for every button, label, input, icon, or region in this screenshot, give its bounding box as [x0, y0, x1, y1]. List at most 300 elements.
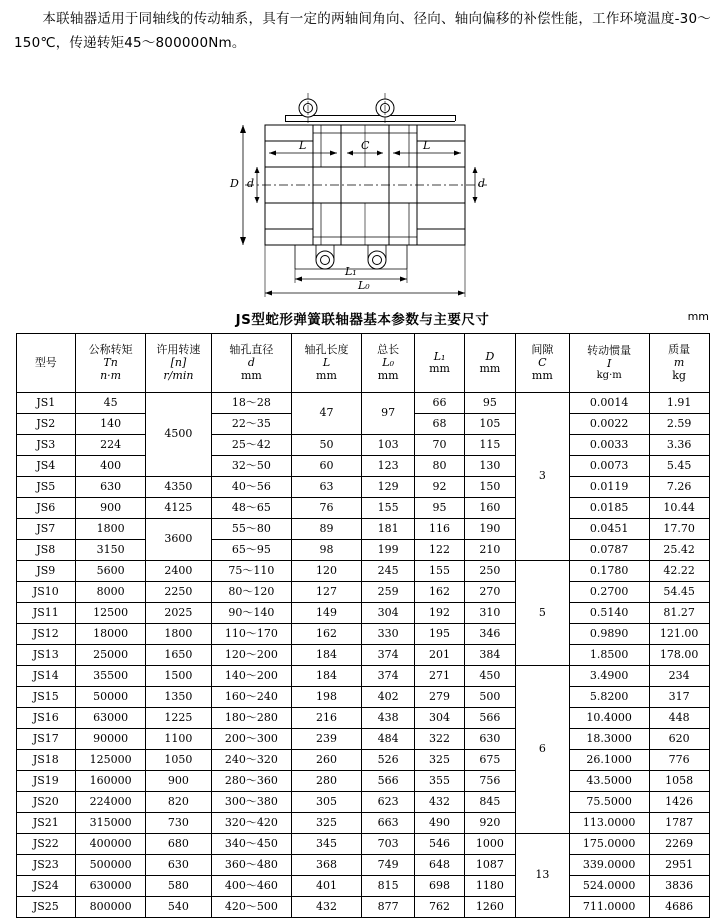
cell-D: 450	[464, 666, 515, 687]
cell-I: 113.0000	[569, 813, 649, 834]
cell-d: 340～450	[211, 834, 291, 855]
cell-model: JS17	[16, 729, 76, 750]
cell-n: 730	[146, 813, 212, 834]
cell-n: 580	[146, 876, 212, 897]
cell-L0: 259	[361, 582, 414, 603]
col-header-D: D mm	[464, 334, 515, 393]
cell-d: 420～500	[211, 897, 291, 918]
cell-m: 7.26	[649, 477, 709, 498]
table-title: JS型蛇形弹簧联轴器基本参数与主要尺寸	[235, 312, 490, 329]
cell-d: 32～50	[211, 456, 291, 477]
cell-n: 540	[146, 897, 212, 918]
cell-L1: 304	[415, 708, 464, 729]
cell-model: JS1	[16, 393, 76, 414]
cell-I: 0.9890	[569, 624, 649, 645]
cell-D: 845	[464, 792, 515, 813]
cell-m: 2951	[649, 855, 709, 876]
cell-C: 5	[516, 561, 569, 666]
cell-L0: 123	[361, 456, 414, 477]
cell-m: 17.70	[649, 519, 709, 540]
cell-I: 1.8500	[569, 645, 649, 666]
cell-L0: 526	[361, 750, 414, 771]
table-row	[16, 645, 709, 666]
cell-L0: 623	[361, 792, 414, 813]
cell-L: 76	[292, 498, 362, 519]
cell-I: 0.0119	[569, 477, 649, 498]
cell-L0: 374	[361, 666, 414, 687]
cell-model: JS16	[16, 708, 76, 729]
cell-I: 0.0033	[569, 435, 649, 456]
cell-D: 310	[464, 603, 515, 624]
cell-L: 325	[292, 813, 362, 834]
cell-tn: 160000	[76, 771, 146, 792]
table-row	[16, 813, 709, 834]
cell-I: 18.3000	[569, 729, 649, 750]
cell-model: JS8	[16, 540, 76, 561]
cell-L1: 92	[415, 477, 464, 498]
cell-L1: 155	[415, 561, 464, 582]
cell-L1: 162	[415, 582, 464, 603]
table-row	[16, 498, 709, 519]
cell-n: 2400	[146, 561, 212, 582]
cell-tn: 315000	[76, 813, 146, 834]
cell-n: 1050	[146, 750, 212, 771]
cell-d: 55～80	[211, 519, 291, 540]
cell-L1: 68	[415, 414, 464, 435]
table-row	[16, 897, 709, 918]
cell-m: 3.36	[649, 435, 709, 456]
cell-L1: 279	[415, 687, 464, 708]
dimension-label-d-left: d	[247, 177, 255, 191]
cell-I: 0.1780	[569, 561, 649, 582]
cell-L1: 195	[415, 624, 464, 645]
cell-I: 524.0000	[569, 876, 649, 897]
cell-m: 42.22	[649, 561, 709, 582]
cell-D: 150	[464, 477, 515, 498]
cell-d: 300～380	[211, 792, 291, 813]
cell-model: JS22	[16, 834, 76, 855]
cell-m: 54.45	[649, 582, 709, 603]
cell-L0: 245	[361, 561, 414, 582]
cell-model: JS20	[16, 792, 76, 813]
cell-L0: 374	[361, 645, 414, 666]
cell-m: 234	[649, 666, 709, 687]
table-row	[16, 666, 709, 687]
table-row	[16, 456, 709, 477]
dimension-label-D: D	[230, 177, 239, 191]
cell-L0: 703	[361, 834, 414, 855]
cell-d: 110～170	[211, 624, 291, 645]
cell-L: 89	[292, 519, 362, 540]
cell-L: 368	[292, 855, 362, 876]
cell-L: 239	[292, 729, 362, 750]
cell-m: 121.00	[649, 624, 709, 645]
cell-D: 270	[464, 582, 515, 603]
cell-m: 1058	[649, 771, 709, 792]
cell-D: 384	[464, 645, 515, 666]
table-header-row	[16, 334, 709, 393]
cell-C: 3	[516, 393, 569, 561]
cell-tn: 5600	[76, 561, 146, 582]
cell-L0: 129	[361, 477, 414, 498]
cell-L: 345	[292, 834, 362, 855]
cell-L1: 116	[415, 519, 464, 540]
cell-I: 175.0000	[569, 834, 649, 855]
cell-L: 60	[292, 456, 362, 477]
cell-L: 184	[292, 666, 362, 687]
cell-n: 630	[146, 855, 212, 876]
cell-L1: 95	[415, 498, 464, 519]
cell-n: 1650	[146, 645, 212, 666]
cell-model: JS11	[16, 603, 76, 624]
dimension-label-d-right: d	[478, 177, 486, 191]
cell-L0: 330	[361, 624, 414, 645]
cell-D: 130	[464, 456, 515, 477]
cell-tn: 500000	[76, 855, 146, 876]
cell-model: JS6	[16, 498, 76, 519]
table-row	[16, 519, 709, 540]
table-row	[16, 792, 709, 813]
col-header-bore-length: 轴孔长度 L mm	[292, 334, 362, 393]
cell-tn: 35500	[76, 666, 146, 687]
cell-I: 0.5140	[569, 603, 649, 624]
cell-m: 1787	[649, 813, 709, 834]
cell-model: JS23	[16, 855, 76, 876]
cell-D: 1180	[464, 876, 515, 897]
col-header-bore-diameter: 轴孔直径 d mm	[211, 334, 291, 393]
cell-D: 115	[464, 435, 515, 456]
cell-tn: 400000	[76, 834, 146, 855]
cell-I: 0.0022	[569, 414, 649, 435]
cell-m: 2269	[649, 834, 709, 855]
col-header-model: 型号	[16, 334, 76, 393]
cell-I: 0.0073	[569, 456, 649, 477]
cell-d: 48～65	[211, 498, 291, 519]
cell-n: 4500	[146, 393, 212, 477]
cell-L: 47	[292, 393, 362, 435]
cell-model: JS4	[16, 456, 76, 477]
cell-C: 6	[516, 666, 569, 834]
cell-model: JS13	[16, 645, 76, 666]
cell-m: 4686	[649, 897, 709, 918]
cell-D: 210	[464, 540, 515, 561]
cell-tn: 3150	[76, 540, 146, 561]
cell-I: 339.0000	[569, 855, 649, 876]
table-row	[16, 729, 709, 750]
cell-tn: 12500	[76, 603, 146, 624]
cell-L1: 201	[415, 645, 464, 666]
cell-L1: 271	[415, 666, 464, 687]
cell-D: 190	[464, 519, 515, 540]
cell-L0: 484	[361, 729, 414, 750]
cell-D: 1087	[464, 855, 515, 876]
cell-n: 1350	[146, 687, 212, 708]
cell-L0: 877	[361, 897, 414, 918]
cell-D: 500	[464, 687, 515, 708]
cell-model: JS21	[16, 813, 76, 834]
cell-L1: 66	[415, 393, 464, 414]
table-row	[16, 708, 709, 729]
cell-n: 4350	[146, 477, 212, 498]
drawing-vector-layer	[225, 63, 515, 303]
cell-I: 26.1000	[569, 750, 649, 771]
cell-L0: 103	[361, 435, 414, 456]
cell-L1: 355	[415, 771, 464, 792]
cell-I: 711.0000	[569, 897, 649, 918]
col-header-clearance: 间隙 C mm	[516, 334, 569, 393]
cell-n: 2250	[146, 582, 212, 603]
cell-n: 1225	[146, 708, 212, 729]
cell-n: 3600	[146, 519, 212, 561]
cell-d: 280～360	[211, 771, 291, 792]
cell-D: 95	[464, 393, 515, 414]
cell-model: JS18	[16, 750, 76, 771]
intro-paragraph	[0, 0, 725, 55]
cell-L0: 155	[361, 498, 414, 519]
cell-I: 0.2700	[569, 582, 649, 603]
cell-I: 0.0787	[569, 540, 649, 561]
cell-I: 0.0185	[569, 498, 649, 519]
cell-tn: 18000	[76, 624, 146, 645]
cell-n: 4125	[146, 498, 212, 519]
col-header-mass: 质量 m kg	[649, 334, 709, 393]
cell-model: JS9	[16, 561, 76, 582]
cell-L1: 122	[415, 540, 464, 561]
cell-L: 216	[292, 708, 362, 729]
cell-m: 81.27	[649, 603, 709, 624]
table-row	[16, 540, 709, 561]
cell-L: 127	[292, 582, 362, 603]
cell-L: 63	[292, 477, 362, 498]
col-header-moment-of-inertia: 转动惯量 I kg·m	[569, 334, 649, 393]
cell-model: JS15	[16, 687, 76, 708]
cell-model: JS19	[16, 771, 76, 792]
cell-model: JS12	[16, 624, 76, 645]
cell-tn: 224	[76, 435, 146, 456]
cell-d: 18～28	[211, 393, 291, 414]
cell-m: 5.45	[649, 456, 709, 477]
cell-model: JS7	[16, 519, 76, 540]
col-header-nominal-torque: 公称转矩 Tn n·m	[76, 334, 146, 393]
cell-L: 184	[292, 645, 362, 666]
cell-tn: 125000	[76, 750, 146, 771]
cell-D: 250	[464, 561, 515, 582]
cell-tn: 45	[76, 393, 146, 414]
cell-L0: 181	[361, 519, 414, 540]
cell-L0: 402	[361, 687, 414, 708]
table-row	[16, 855, 709, 876]
dimension-label-L-left: L	[299, 139, 307, 153]
cell-tn: 1800	[76, 519, 146, 540]
cell-d: 360～480	[211, 855, 291, 876]
cell-n: 2025	[146, 603, 212, 624]
cell-L: 280	[292, 771, 362, 792]
cell-I: 0.0451	[569, 519, 649, 540]
cell-tn: 900	[76, 498, 146, 519]
cell-d: 120～200	[211, 645, 291, 666]
cell-L1: 762	[415, 897, 464, 918]
cell-I: 0.0014	[569, 393, 649, 414]
cell-L: 305	[292, 792, 362, 813]
cell-L: 120	[292, 561, 362, 582]
cell-L0: 199	[361, 540, 414, 561]
cell-L1: 70	[415, 435, 464, 456]
cell-tn: 25000	[76, 645, 146, 666]
cell-model: JS14	[16, 666, 76, 687]
cell-n: 900	[146, 771, 212, 792]
cell-L: 198	[292, 687, 362, 708]
cell-d: 140～200	[211, 666, 291, 687]
cell-I: 75.5000	[569, 792, 649, 813]
specification-table	[16, 333, 710, 918]
cell-m: 776	[649, 750, 709, 771]
cell-D: 630	[464, 729, 515, 750]
cell-L1: 648	[415, 855, 464, 876]
cell-D: 1260	[464, 897, 515, 918]
cell-d: 160～240	[211, 687, 291, 708]
cell-m: 10.44	[649, 498, 709, 519]
dimension-label-C: C	[361, 139, 370, 153]
table-row	[16, 687, 709, 708]
cell-I: 43.5000	[569, 771, 649, 792]
cell-m: 448	[649, 708, 709, 729]
cell-L1: 192	[415, 603, 464, 624]
cell-I: 10.4000	[569, 708, 649, 729]
cell-m: 25.42	[649, 540, 709, 561]
cell-tn: 90000	[76, 729, 146, 750]
table-row	[16, 582, 709, 603]
cell-d: 90～140	[211, 603, 291, 624]
cell-D: 346	[464, 624, 515, 645]
table-row	[16, 876, 709, 897]
cell-d: 80～120	[211, 582, 291, 603]
cell-tn: 140	[76, 414, 146, 435]
cell-D: 920	[464, 813, 515, 834]
cell-model: JS3	[16, 435, 76, 456]
cell-I: 5.8200	[569, 687, 649, 708]
cell-L: 162	[292, 624, 362, 645]
cell-tn: 63000	[76, 708, 146, 729]
cell-L: 432	[292, 897, 362, 918]
cell-D: 105	[464, 414, 515, 435]
cell-m: 620	[649, 729, 709, 750]
cell-tn: 630	[76, 477, 146, 498]
col-header-L1: L₁ mm	[415, 334, 464, 393]
table-row	[16, 624, 709, 645]
cell-d: 200～300	[211, 729, 291, 750]
cell-L0: 97	[361, 393, 414, 435]
cell-D: 566	[464, 708, 515, 729]
coupling-technical-drawing	[0, 59, 725, 304]
cell-L1: 546	[415, 834, 464, 855]
cell-d: 65～95	[211, 540, 291, 561]
table-unit-label: mm	[687, 310, 709, 324]
col-header-total-length: 总长 L₀ mm	[361, 334, 414, 393]
cell-L1: 698	[415, 876, 464, 897]
cell-L: 98	[292, 540, 362, 561]
cell-D: 675	[464, 750, 515, 771]
cell-d: 400～460	[211, 876, 291, 897]
table-body	[16, 393, 709, 918]
table-row	[16, 435, 709, 456]
col-header-allowable-speed: 许用转速 [n] r/min	[146, 334, 212, 393]
cell-tn: 800000	[76, 897, 146, 918]
cell-m: 178.00	[649, 645, 709, 666]
cell-D: 160	[464, 498, 515, 519]
cell-m: 1.91	[649, 393, 709, 414]
cell-L0: 663	[361, 813, 414, 834]
cell-m: 1426	[649, 792, 709, 813]
cell-model: JS2	[16, 414, 76, 435]
cell-tn: 224000	[76, 792, 146, 813]
cell-n: 1500	[146, 666, 212, 687]
cell-m: 3836	[649, 876, 709, 897]
cell-model: JS24	[16, 876, 76, 897]
cell-L1: 432	[415, 792, 464, 813]
cell-d: 75～110	[211, 561, 291, 582]
cell-L1: 80	[415, 456, 464, 477]
cell-m: 2.59	[649, 414, 709, 435]
cell-model: JS25	[16, 897, 76, 918]
intro-text: 本联轴器适用于同轴线的传动轴系，具有一定的两轴间角向、径向、轴向偏移的补偿性能，工作环境温度-30～150℃，传递转矩45～800000Nm。	[14, 11, 711, 51]
cell-d: 180～280	[211, 708, 291, 729]
cell-L0: 566	[361, 771, 414, 792]
cell-d: 25～42	[211, 435, 291, 456]
cell-d: 240～320	[211, 750, 291, 771]
table-row	[16, 393, 709, 414]
table-row	[16, 477, 709, 498]
cell-D: 756	[464, 771, 515, 792]
cell-L: 260	[292, 750, 362, 771]
cell-L: 149	[292, 603, 362, 624]
cell-m: 317	[649, 687, 709, 708]
cell-n: 820	[146, 792, 212, 813]
cell-d: 22～35	[211, 414, 291, 435]
cell-L0: 749	[361, 855, 414, 876]
cell-n: 1800	[146, 624, 212, 645]
table-row	[16, 603, 709, 624]
drawing-canvas	[225, 63, 515, 303]
cell-L: 401	[292, 876, 362, 897]
dimension-label-L0: L₀	[358, 279, 370, 293]
cell-tn: 400	[76, 456, 146, 477]
cell-d: 320～420	[211, 813, 291, 834]
cell-model: JS5	[16, 477, 76, 498]
cell-tn: 8000	[76, 582, 146, 603]
cell-L: 50	[292, 435, 362, 456]
cell-tn: 50000	[76, 687, 146, 708]
table-row	[16, 750, 709, 771]
cell-d: 40～56	[211, 477, 291, 498]
dimension-label-L1: L₁	[345, 265, 357, 279]
cell-L1: 322	[415, 729, 464, 750]
cell-L0: 304	[361, 603, 414, 624]
dimension-label-L-right: L	[423, 139, 431, 153]
cell-tn: 630000	[76, 876, 146, 897]
cell-L0: 815	[361, 876, 414, 897]
cell-L1: 325	[415, 750, 464, 771]
cell-n: 680	[146, 834, 212, 855]
cell-I: 3.4900	[569, 666, 649, 687]
table-row	[16, 771, 709, 792]
cell-n: 1100	[146, 729, 212, 750]
table-row	[16, 561, 709, 582]
cell-L0: 438	[361, 708, 414, 729]
cell-D: 1000	[464, 834, 515, 855]
cell-L1: 490	[415, 813, 464, 834]
cell-C: 13	[516, 834, 569, 918]
cell-model: JS10	[16, 582, 76, 603]
